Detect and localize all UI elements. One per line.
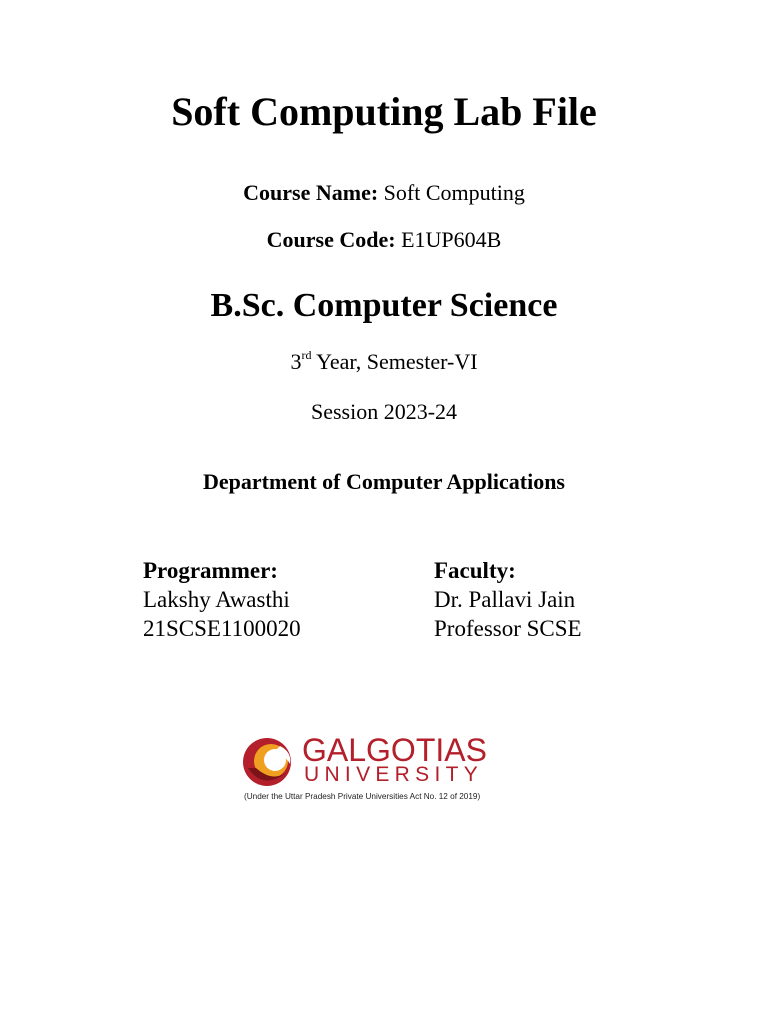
department: Department of Computer Applications — [203, 469, 565, 494]
course-code-label: Course Code: — [266, 227, 396, 252]
programmer-heading: Programmer: — [143, 558, 278, 583]
course-name-label: Course Name: — [243, 180, 379, 205]
programmer-name: Lakshy Awasthi — [143, 587, 290, 612]
programmer-block — [143, 556, 301, 643]
session: Session 2023-24 — [310, 399, 458, 424]
faculty-name: Dr. Pallavi Jain — [434, 587, 576, 612]
programmer-id: 21SCSE1100020 — [143, 616, 301, 641]
university-logo — [240, 728, 530, 804]
course-name-line — [0, 180, 768, 206]
logo-wordmark-galgotias: GALGOTIAS — [302, 732, 487, 768]
faculty-block — [434, 556, 582, 643]
logo-wordmark-university: UNIVERSITY — [304, 763, 484, 786]
document-title: Soft Computing Lab File — [171, 89, 597, 134]
year-rest: Year, Semester-VI — [311, 349, 478, 374]
logo-swirl-icon — [243, 738, 291, 786]
year-suffix: rd — [301, 348, 312, 362]
logo-tagline: (Under the Uttar Pradesh Private Universities Act No. 12 of 2019) — [244, 792, 481, 801]
year-number: 3 — [290, 349, 302, 374]
year-semester — [0, 349, 768, 375]
degree-heading: B.Sc. Computer Science — [210, 287, 558, 324]
course-name-value: Soft Computing — [383, 180, 525, 205]
course-code-value: E1UP604B — [401, 227, 502, 252]
faculty-designation: Professor SCSE — [434, 616, 582, 641]
course-code-line — [0, 227, 768, 253]
faculty-heading: Faculty: — [434, 558, 516, 583]
